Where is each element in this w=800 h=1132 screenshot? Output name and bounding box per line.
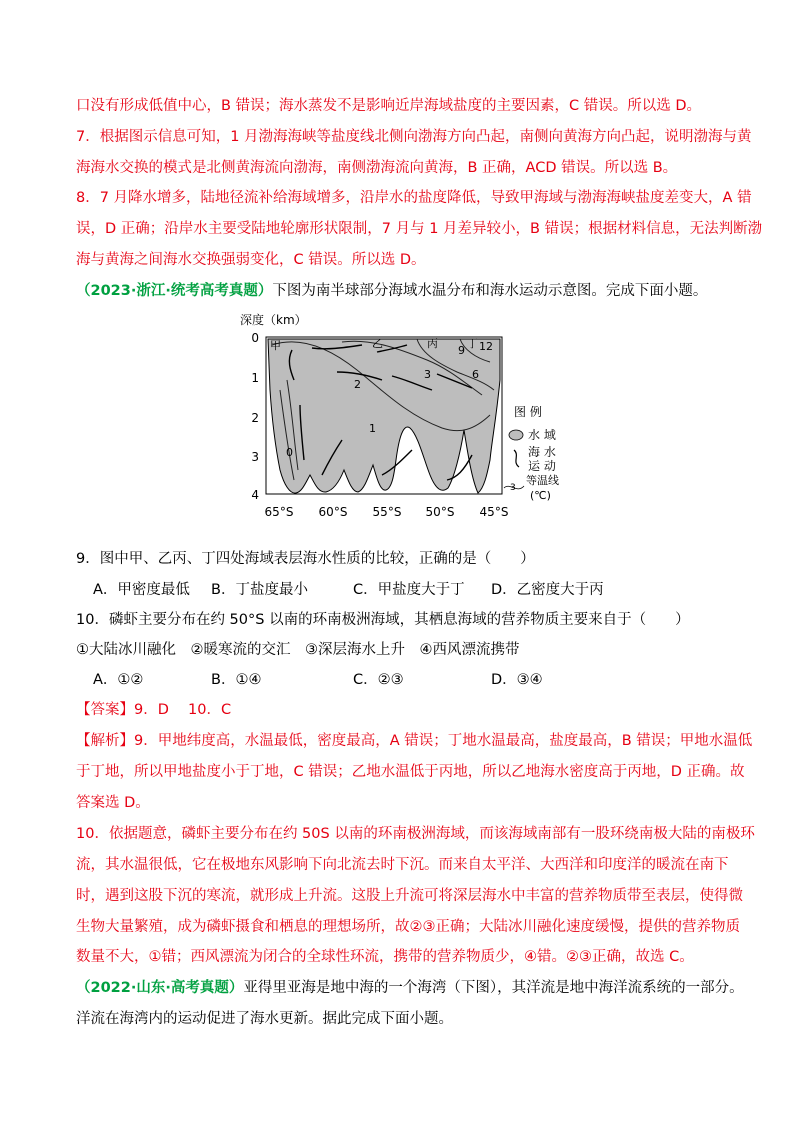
y-tick-label: 1	[251, 371, 259, 385]
answer-text-line: 7．根据图示信息可知，1 月渤海海峡等盐度线北侧向渤海方向凸起，南侧向黄海方向凸起，说明渤海与黄	[76, 129, 752, 145]
answer-text-line: 海海水交换的模式是北侧黄海流向渤海，南侧渤海流向黄海，B 正确，ACD 错误。所以选 B。	[76, 160, 678, 176]
site-label-ding: 丁	[467, 337, 478, 350]
question-10-stem: 10．磷虾主要分布在约 50°S 以南的环南极洲海域，其栖息海域的营养物质主要来自于（ ）	[76, 612, 690, 628]
isotherm-label: 1	[369, 422, 376, 435]
analysis-line	[76, 731, 752, 751]
site-label-bing: 丙	[427, 337, 438, 350]
analysis-tag: 【解析】	[76, 733, 134, 749]
x-tick-label: 50°S	[425, 505, 455, 519]
q9-option-b[interactable]: B．丁盐度最小	[211, 582, 308, 598]
next-question-text-line: 洋流在海湾内的运动促进了海水更新。据此完成下面小题。	[76, 1011, 453, 1027]
question-9-stem: 9．图中甲、乙丙、丁四处海域表层海水性质的比较，正确的是（ ）	[76, 551, 535, 567]
y-tick-label: 4	[251, 488, 259, 502]
answer-line	[76, 700, 231, 720]
x-tick-label: 65°S	[264, 505, 294, 519]
next-question-intro	[76, 978, 744, 998]
analysis-line: 流，其水温很低，它在极地东风影响下向北流去时下沉。而来自太平洋、大西洋和印度洋的暖流在南下	[76, 857, 729, 873]
q9-option-c[interactable]: C．甲盐度大于丁	[353, 582, 465, 598]
answer-text: 9．D 10．C	[134, 702, 232, 718]
q9-option-a[interactable]: A．甲密度最低	[93, 582, 190, 598]
analysis-line: 生物大量繁殖，成为磷虾摄食和栖息的理想场所，故②③正确；大陆冰川融化速度缓慢，提供的营养物质	[76, 919, 740, 935]
site-label-yi: 乙	[372, 337, 383, 350]
isotherm-label: 3	[424, 368, 431, 381]
answer-tag: 【答案】	[76, 702, 134, 718]
legend-isotherm-label: 等温线	[526, 474, 559, 487]
analysis-line: 于丁地，所以甲地盐度小于丁地，C 错误；乙地水温低于丙地，所以乙地海水密度高于丙地，D 正确。故	[76, 764, 745, 780]
x-tick-label: 45°S	[479, 505, 509, 519]
question-10-items: ①大陆冰川融化 ②暖寒流的交汇 ③深层海水上升 ④西风漂流携带	[76, 642, 520, 658]
legend-motion-label: 海 水	[528, 445, 556, 459]
legend-water-label: 水 域	[528, 428, 556, 442]
y-tick-label: 2	[251, 411, 259, 425]
question-source: （2023·浙江·统考高考真题）	[76, 283, 273, 299]
isotherm-label: 2	[354, 378, 361, 391]
legend-isotherm-unit: (℃)	[530, 489, 551, 502]
y-axis-title: 深度（km）	[240, 313, 307, 327]
analysis-line: 数量不大，①错；西风漂流为闭合的全球性环流，携带的营养物质少，④错。②③正确，故选 C。	[76, 949, 694, 965]
legend-title: 图 例	[514, 405, 542, 419]
isotherm-label: 0	[286, 446, 293, 459]
answer-text-line: 口没有形成低值中心，B 错误；海水蒸发不是影响近岸海域盐度的主要因素，C 错误。所以选 D。	[76, 98, 702, 114]
x-tick-label: 60°S	[318, 505, 348, 519]
q9-option-d[interactable]: D．乙密度大于丙	[491, 582, 604, 598]
next-question-text: 亚得里亚海是地中海的一个海湾（下图），其洋流是地中海洋流系统的一部分。	[243, 980, 744, 996]
site-label-jia: 甲	[270, 339, 281, 352]
legend-water-swatch	[509, 430, 523, 440]
analysis-line: 答案选 D。	[76, 795, 150, 811]
isotherm-label: 12	[479, 340, 493, 353]
analysis-line: 10．依据题意，磷虾主要分布在约 50S 以南的环南极洲海域，而该海域南部有一股环绕南极大陆的南极环	[76, 826, 755, 842]
x-tick-label: 55°S	[372, 505, 402, 519]
answer-text-line: 海与黄海之间海水交换强弱变化，C 错误。所以选 D。	[76, 252, 426, 268]
q10-option-d[interactable]: D．③④	[491, 672, 543, 688]
y-tick-label: 3	[251, 450, 259, 464]
answer-text-line: 8．7 月降水增多，陆地径流补给海域增多，沿岸水的盐度降低，导致甲海域与渤海海峡盐度差变大，A 错	[76, 190, 752, 206]
ocean-temperature-figure	[232, 310, 572, 525]
legend-motion-swatch	[514, 450, 519, 467]
analysis-text: 9．甲地纬度高，水温最低，密度最高，A 错误；丁地水温最高，盐度最高，B 错误；甲地水温低	[134, 733, 753, 749]
isotherm-label: 9	[458, 344, 465, 357]
y-tick-label: 0	[251, 331, 259, 345]
isotherm-label: 6	[472, 368, 479, 381]
answer-text-line: 误，D 正确；沿岸水主要受陆地轮廓形状限制，7 月与 1 月差异较小，B 错误；根据材料信息，无法判断渤	[76, 221, 763, 237]
q10-option-c[interactable]: C．②③	[353, 672, 404, 688]
q10-option-b[interactable]: B．①④	[211, 672, 262, 688]
question-intro	[76, 281, 707, 301]
legend-motion-label: 运 动	[528, 459, 556, 473]
question-intro-text: 下图为南半球部分海域水温分布和海水运动示意图。完成下面小题。	[272, 283, 708, 299]
analysis-line: 时，遇到这股下沉的寒流，就形成上升流。这股上升流可将深层海水中丰富的营养物质带至表层，使得微	[76, 888, 743, 904]
next-question-source: （2022·山东·高考真题）	[76, 980, 244, 996]
legend-isotherm-sample: 3	[510, 483, 516, 493]
q10-option-a[interactable]: A．①②	[93, 672, 144, 688]
figure-legend	[504, 404, 559, 502]
